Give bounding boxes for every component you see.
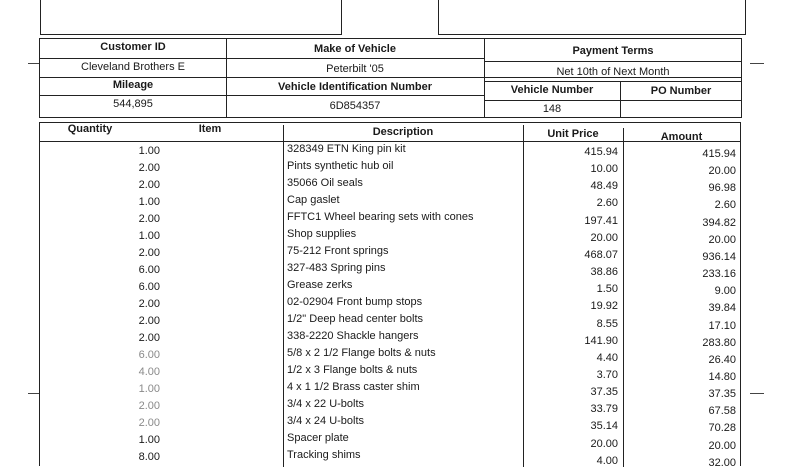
amount-cell: 39.84 xyxy=(708,302,736,315)
description-cell: 3/4 x 24 U-bolts xyxy=(287,415,365,427)
unit-price-cell: 415.94 xyxy=(584,146,618,158)
unit-price-cell: 468.07 xyxy=(584,248,618,261)
description-cell: 75-212 Front springs xyxy=(287,245,389,257)
column-header-unit-price: Unit Price xyxy=(547,128,599,140)
quantity-cell: 2.00 xyxy=(138,298,160,310)
quantity-cell: 2.00 xyxy=(138,315,160,327)
description-cell: Grease zerks xyxy=(287,279,353,291)
amount-cell: 67.58 xyxy=(708,405,736,418)
unit-price-cell: 33.79 xyxy=(590,403,618,416)
amount-cell: 415.94 xyxy=(702,148,736,160)
unit-price-cell: 38.86 xyxy=(590,266,618,279)
unit-price-cell: 20.00 xyxy=(590,437,618,450)
quantity-cell: 4.00 xyxy=(138,366,160,378)
quantity-cell: 6.00 xyxy=(138,264,160,276)
description-cell: Tracking shims xyxy=(287,449,361,461)
description-cell: 1/2" Deep head center bolts xyxy=(287,313,423,325)
amount-cell: 37.35 xyxy=(708,388,736,401)
column-header-item: Item xyxy=(198,123,222,135)
unit-price-cell: 141.90 xyxy=(584,334,618,347)
amount-cell: 96.98 xyxy=(708,182,736,195)
quantity-cell: 2.00 xyxy=(138,417,160,429)
description-cell: 4 x 1 1/2 Brass caster shim xyxy=(287,381,420,393)
unit-price-cell: 37.35 xyxy=(590,386,618,399)
unit-price-cell: 19.92 xyxy=(590,300,618,313)
quantity-cell: 2.00 xyxy=(138,247,160,259)
margin-tick xyxy=(750,393,764,394)
vin-label: Vehicle Identification Number xyxy=(277,81,433,93)
description-cell: 328349 ETN King pin kit xyxy=(287,143,406,155)
amount-cell: 20.00 xyxy=(708,233,736,246)
line-items-table xyxy=(39,122,741,469)
unit-price-cell: 4.40 xyxy=(596,351,618,364)
table-row xyxy=(40,449,740,469)
amount-cell: 26.40 xyxy=(708,353,736,366)
customer-id-value: Cleveland Brothers E xyxy=(81,61,185,73)
vehicle-number-value: 148 xyxy=(542,103,562,115)
amount-cell: 20.00 xyxy=(708,165,736,178)
customer-id-label: Customer ID xyxy=(100,41,166,53)
vehicle-number-label: Vehicle Number xyxy=(510,84,594,96)
amount-cell: 32.00 xyxy=(708,456,736,469)
description-cell: 35066 Oil seals xyxy=(287,177,363,189)
amount-cell: 283.80 xyxy=(702,336,736,349)
column-header-description: Description xyxy=(372,126,434,138)
quantity-cell: 2.00 xyxy=(138,179,160,191)
quantity-cell: 1.00 xyxy=(138,383,160,395)
description-cell: 5/8 x 2 1/2 Flange bolts & nuts xyxy=(287,347,436,359)
margin-tick xyxy=(750,63,764,64)
quantity-cell: 2.00 xyxy=(138,162,160,174)
unit-price-cell: 197.41 xyxy=(584,214,618,227)
ship-to-box xyxy=(438,0,746,35)
description-cell: FFTC1 Wheel bearing sets with cones xyxy=(287,211,474,223)
description-cell: Shop supplies xyxy=(287,228,357,240)
quantity-cell: 2.00 xyxy=(138,332,160,344)
quantity-cell: 6.00 xyxy=(138,349,160,361)
description-cell: Spacer plate xyxy=(287,432,349,444)
amount-cell: 17.10 xyxy=(708,319,736,332)
mileage-value: 544,895 xyxy=(113,98,153,110)
amount-cell: 9.00 xyxy=(714,285,736,298)
mileage-label: Mileage xyxy=(112,79,154,91)
description-cell: Cap gaslet xyxy=(287,194,340,206)
description-cell: 02-02904 Front bump stops xyxy=(287,296,423,308)
line-items xyxy=(40,143,740,469)
amount-cell: 20.00 xyxy=(708,439,736,452)
column-header-amount: Amount xyxy=(660,131,703,143)
unit-price-cell: 8.55 xyxy=(596,317,618,330)
unit-price-cell: 4.00 xyxy=(596,454,618,467)
payment-terms-label: Payment Terms xyxy=(572,45,654,57)
description-cell: 338-2220 Shackle hangers xyxy=(287,330,419,342)
quantity-cell: 1.00 xyxy=(138,196,160,208)
unit-price-cell: 10.00 xyxy=(590,163,618,176)
quantity-cell: 1.00 xyxy=(138,145,160,157)
bill-to-box xyxy=(40,0,342,35)
amount-cell: 394.82 xyxy=(702,216,736,229)
unit-price-cell: 20.00 xyxy=(590,231,618,244)
make-of-vehicle-value: Peterbilt '05 xyxy=(326,63,384,75)
vin-value: 6D854357 xyxy=(329,100,381,112)
amount-cell: 2.60 xyxy=(714,199,736,212)
unit-price-cell: 3.70 xyxy=(596,368,618,381)
quantity-cell: 2.00 xyxy=(138,213,160,225)
quantity-cell: 2.00 xyxy=(138,400,160,412)
unit-price-cell: 2.60 xyxy=(596,197,618,210)
amount-cell: 14.80 xyxy=(708,370,736,383)
quantity-cell: 8.00 xyxy=(138,451,160,463)
invoice-header-grid xyxy=(39,38,742,118)
unit-price-cell: 1.50 xyxy=(596,283,618,296)
column-header-quantity: Quantity xyxy=(67,123,113,135)
amount-cell: 233.16 xyxy=(702,268,736,281)
amount-cell: 70.28 xyxy=(708,422,736,435)
quantity-cell: 1.00 xyxy=(138,434,160,446)
description-cell: 1/2 x 3 Flange bolts & nuts xyxy=(287,364,418,376)
amount-cell: 936.14 xyxy=(702,250,736,263)
description-cell: Pints synthetic hub oil xyxy=(287,160,394,172)
unit-price-cell: 35.14 xyxy=(590,420,618,433)
description-cell: 3/4 x 22 U-bolts xyxy=(287,398,365,410)
quantity-cell: 6.00 xyxy=(138,281,160,293)
po-number-label: PO Number xyxy=(650,85,712,97)
quantity-cell: 1.00 xyxy=(138,230,160,242)
description-cell: 327-483 Spring pins xyxy=(287,262,386,274)
unit-price-cell: 48.49 xyxy=(590,180,618,193)
payment-terms-value: Net 10th of Next Month xyxy=(556,66,670,78)
make-of-vehicle-label: Make of Vehicle xyxy=(314,43,396,55)
